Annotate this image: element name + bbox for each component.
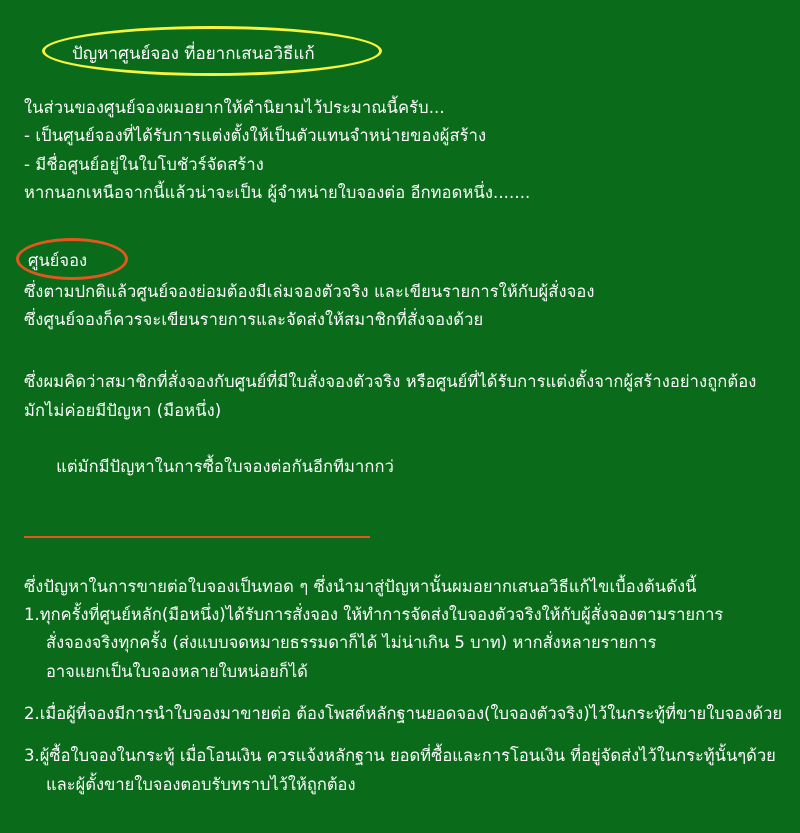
spacer [24,539,780,573]
page-title: ปัญหาศูนย์จอง ที่อยากเสนอวิธีแก้ [72,44,315,64]
document-body [24,18,783,799]
intro-line-3: - มีชื่อศูนย์อยู่ในใบโบชัวร์จัดสร้าง [24,154,264,174]
emphasis-line: แต่มักมีปัญหาในการซื้อใบจองต่อกันอีกทีมากกว่ [56,457,394,477]
spacer [24,686,780,700]
section-four-intro: ซึ่งปัญหาในการขายต่อใบจองเป็นทอด ๆ ซึ่งนำมาสู่ปัญหานั้นผมอยากเสนอวิธีแก้ไขเบื้องต้นดังนี้ [24,576,697,596]
spacer [24,334,780,368]
list-item-continuation: อาจแยกเป็นใบจองหลายใบหน่อยก็ได้ [46,661,308,681]
intro-line-4: หากนอกเหนือจากนี้แล้วน่าจะเป็น ผู้จำหน่ายใบจองต่อ อีกทอดหนึ่ง....... [24,183,531,203]
spacer [24,728,780,742]
list-item-continuation: สั่งจองจริงทุกครั้ง (ส่งแบบจดหมายธรรมดาก็ได้ ไม่น่าเกิน 5 บาท) หากสั่งหลายรายการ [46,633,657,653]
list-item: 1.ทุกครั้งที่ศูนย์หลัก(มือหนึ่ง)ได้รับการสั่งจอง ให้ทำการจัดส่งใบจองตัวจริงให้กับผู้สั่งจองตามรายการ [24,604,724,624]
underline-annotation-icon [24,536,370,538]
spacer [24,80,780,94]
section-subtitle: ศูนย์จอง [28,250,88,270]
list-item-continuation: และผู้ตั้งขายใบจองตอบรับทราบไว้ให้ถูกต้อง [46,774,356,794]
spacer [24,208,780,234]
list-item: 3.ผู้ซื้อใบจองในกระทู้ เมื่อโอนเงิน ควรแจ้งหลักฐาน ยอดที่ซื้อและการโอนเงิน ที่อยู่จัดส่งไว้ในกระทู้นั้นๆด้วย [24,746,776,766]
emphasis-line-block [24,425,780,539]
list-item: 2.เมื่อผู้ที่จองมีการนำใบจองมาขายต่อ ต้องโพสต์หลักฐานยอดจอง(ใบจองตัวจริง)ไว้ในกระทู้ที่ขายใบจองด้วย [24,704,783,723]
subheading-block [24,234,780,278]
section-two-line-2: ซึ่งศูนย์จองก็ควรจะเขียนรายการและจัดส่งให้สมาชิกที่สั่งจองด้วย [24,309,484,329]
intro-line-2: - เป็นศูนย์จองที่ได้รับการแต่งตั้งให้เป็นตัวแทนจำหน่ายของผู้สร้าง [24,126,487,146]
heading-block [24,18,780,80]
section-two-line-1: ซึ่งตามปกติแล้วศูนย์จองย่อมต้องมีเล่มจองตัวจริง และเขียนรายการให้กับผู้สั่งจอง [24,281,595,301]
section-three-line-1: ซึ่งผมคิดว่าสมาชิกที่สั่งจองกับศูนย์ที่มีใบสั่งจองตัวจริง หรือศูนย์ที่ได้รับการแต่งตั้งจากผู้สร้างอย่างถูกต้อง [24,372,757,392]
section-three-line-2: มักไม่ค่อยมีปัญหา (มือหนึ่ง) [24,400,222,420]
intro-line-1: ในส่วนของศูนย์จองผมอยากให้คำนิยามไว้ประมาณนี้ครับ... [24,98,445,117]
